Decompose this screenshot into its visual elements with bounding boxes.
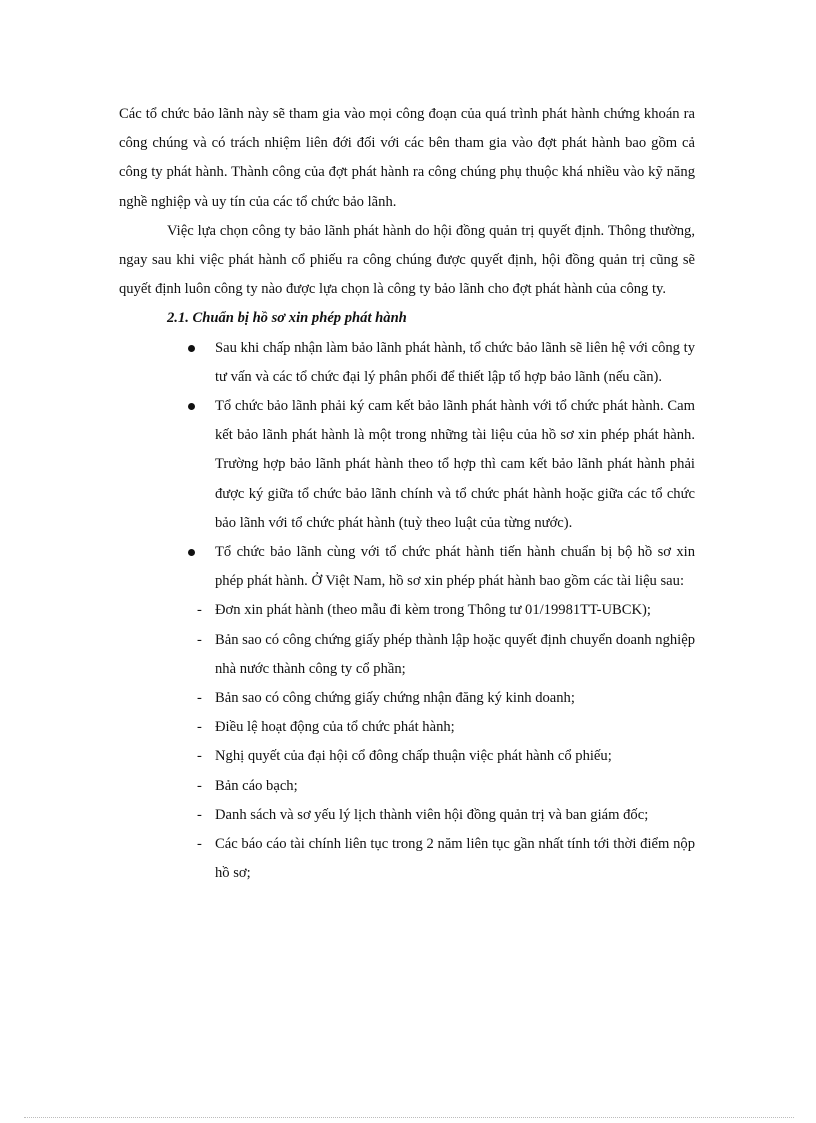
- document-list-text: Bản cáo bạch;: [215, 777, 298, 794]
- paragraph-underwriter-role: Các tổ chức bảo lãnh này sẽ tham gia vào mọi công đoạn của quá trình phát hành chứng khoán ra công chúng và có trách nhiệm liên đới đối với các bên tham gia vào đợt phát hành bao gồm cả công ty phát hành. Thành công của đợt phát hành ra công chúng phụ thuộc khá nhiều vào kỹ năng nghề nghiệp và uy tín của các tổ chức bảo lãnh.: [119, 106, 695, 210]
- document-list-item: [197, 772, 695, 801]
- dash-icon: -: [197, 836, 202, 853]
- bullet-item: [215, 334, 695, 392]
- dash-icon: -: [197, 777, 202, 794]
- dash-icon: -: [197, 719, 202, 736]
- bullet-text: Sau khi chấp nhận làm bảo lãnh phát hành, tổ chức bảo lãnh sẽ liên hệ với công ty tư vấn và các tổ chức đại lý phân phối để thiết lập tổ hợp bảo lãnh (nếu cần).: [215, 339, 695, 385]
- document-body: [119, 100, 695, 888]
- document-list-text: Danh sách và sơ yếu lý lịch thành viên hội đồng quản trị và ban giám đốc;: [215, 806, 649, 823]
- document-list-text: Bản sao có công chứng giấy chứng nhận đăng ký kinh doanh;: [215, 690, 575, 707]
- document-list-item: [197, 596, 695, 625]
- document-list-text: Điều lệ hoạt động của tổ chức phát hành;: [215, 719, 455, 736]
- document-list-text: Các báo cáo tài chính liên tục trong 2 năm liên tục gần nhất tính tới thời điểm nộp hồ sơ;: [215, 836, 695, 882]
- bullet-dot-icon: [188, 403, 195, 410]
- document-list-item: [197, 830, 695, 888]
- bullet-text: Tổ chức bảo lãnh phải ký cam kết bảo lãnh phát hành với tổ chức phát hành. Cam kết bảo lãnh phát hành là một trong những tài liệu của hồ sơ xin phép phát hành. Trường hợp bảo lãnh phát hành theo tổ hợp thì cam kết bảo lãnh phát hành phải được ký giữa tổ chức bảo lãnh chính và tổ chức phát hành hoặc giữa các tổ chức bảo lãnh với tổ chức phát hành (tuỳ theo luật của từng nước).: [215, 398, 695, 531]
- dash-icon: -: [197, 690, 202, 707]
- paragraph-underwriter-selection: Việc lựa chọn công ty bảo lãnh phát hành do hội đồng quản trị quyết định. Thông thường, ngay sau khi việc phát hành cổ phiếu ra công chúng được quyết định, hội đồng quản trị cũng sẽ quyết định luôn công ty nào được lựa chọn là công ty bảo lãnh cho đợt phát hành của công ty.: [119, 222, 695, 298]
- document-list-text: Nghị quyết của đại hội cổ đông chấp thuận việc phát hành cổ phiếu;: [215, 748, 612, 765]
- footer-dotted-rule: [24, 1117, 794, 1118]
- dash-icon: -: [197, 806, 202, 823]
- bullet-text: Tổ chức bảo lãnh cùng với tổ chức phát hành tiến hành chuẩn bị bộ hồ sơ xin phép phát hành. Ở Việt Nam, hồ sơ xin phép phát hành bao gồm các tài liệu sau:: [215, 544, 695, 590]
- document-list-item: [197, 684, 695, 713]
- dash-icon: -: [197, 602, 202, 619]
- bullet-dot-icon: [188, 549, 195, 556]
- document-list-item: [197, 626, 695, 684]
- bullet-item: [215, 392, 695, 538]
- dash-icon: -: [197, 748, 202, 765]
- document-list-text: Đơn xin phát hành (theo mẫu đi kèm trong Thông tư 01/19981TT-UBCK);: [215, 602, 651, 619]
- bullet-item: [215, 538, 695, 596]
- bullet-dot-icon: [188, 345, 195, 352]
- section-heading: 2.1. Chuẩn bị hồ sơ xin phép phát hành: [167, 310, 407, 327]
- dash-icon: -: [197, 631, 202, 648]
- document-list-item: [197, 801, 695, 830]
- document-list-text: Bản sao có công chứng giấy phép thành lập hoặc quyết định chuyển doanh nghiệp nhà nước thành công ty cổ phần;: [215, 631, 695, 677]
- document-list-item: [197, 713, 695, 742]
- document-list-item: [197, 742, 695, 771]
